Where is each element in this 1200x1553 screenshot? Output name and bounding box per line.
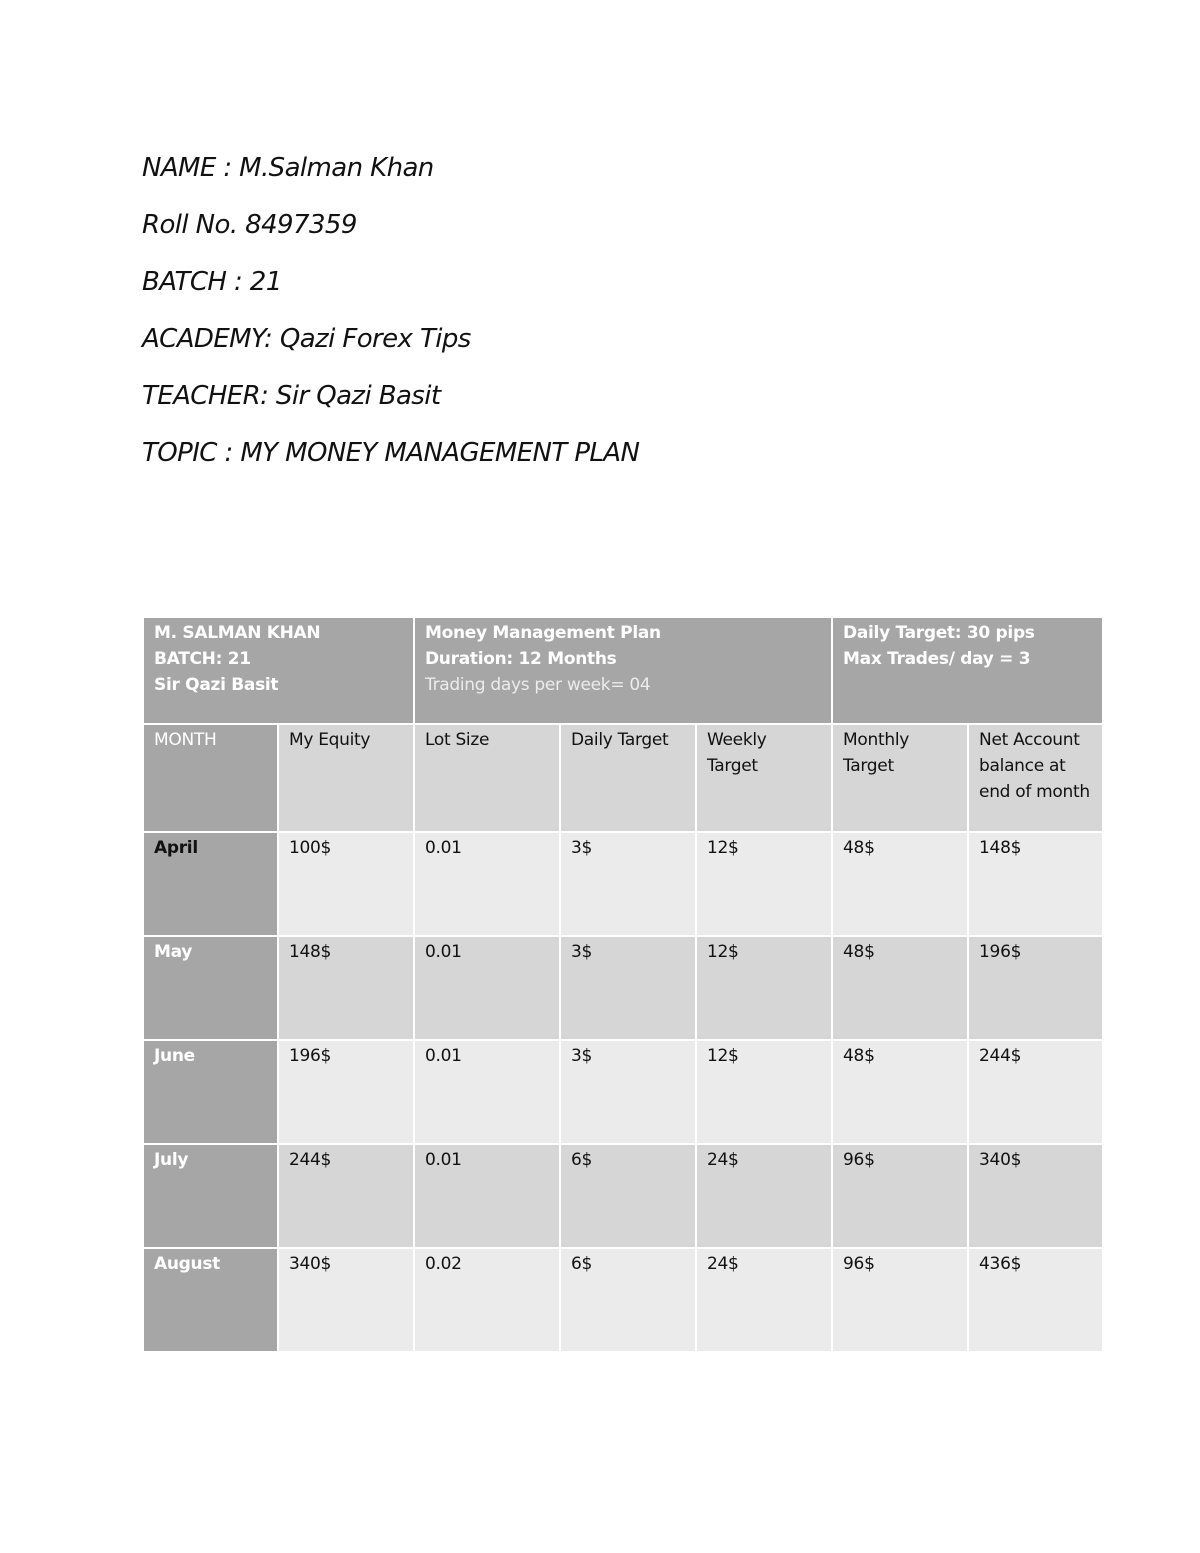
table-cell: 48$ xyxy=(832,1040,968,1144)
table-cell: 3$ xyxy=(560,832,696,936)
table-cell: 6$ xyxy=(560,1144,696,1248)
student-summary-cell xyxy=(143,617,414,724)
table-cell: 48$ xyxy=(832,936,968,1040)
column-header: My Equity xyxy=(278,724,414,832)
roll-number: Roll No. 8497359 xyxy=(142,210,357,240)
column-header: MONTH xyxy=(143,724,278,832)
column-header-row xyxy=(143,724,1103,832)
topic: TOPIC : MY MONEY MANAGEMENT PLAN xyxy=(142,438,640,468)
plan-duration: Duration: 12 Months xyxy=(425,649,617,669)
month-cell: August xyxy=(143,1248,278,1352)
table-cell: 436$ xyxy=(968,1248,1103,1352)
table-cell: 24$ xyxy=(696,1144,832,1248)
table-cell: 340$ xyxy=(968,1144,1103,1248)
column-header: Monthly Target xyxy=(832,724,968,832)
batch: BATCH : 21 xyxy=(142,267,282,297)
table-cell: 0.01 xyxy=(414,936,560,1040)
table-row xyxy=(143,1248,1103,1352)
table-cell: 3$ xyxy=(560,1040,696,1144)
table-cell: 3$ xyxy=(560,936,696,1040)
academy: ACADEMY: Qazi Forex Tips xyxy=(142,324,471,354)
table-cell: 340$ xyxy=(278,1248,414,1352)
plan-title: Money Management Plan xyxy=(425,623,661,643)
column-header: Weekly Target xyxy=(696,724,832,832)
table-cell: 244$ xyxy=(968,1040,1103,1144)
column-header: Lot Size xyxy=(414,724,560,832)
teacher: TEACHER: Sir Qazi Basit xyxy=(142,381,441,411)
table-row xyxy=(143,936,1103,1040)
column-header: Net Account balance at end of month xyxy=(968,724,1103,832)
money-management-table xyxy=(142,616,1104,1353)
plan-summary-cell xyxy=(414,617,832,724)
table-cell: 96$ xyxy=(832,1248,968,1352)
table-title-row xyxy=(143,617,1103,724)
month-cell: June xyxy=(143,1040,278,1144)
student-info-block xyxy=(142,140,639,482)
table-cell: 48$ xyxy=(832,832,968,936)
table-cell: 0.01 xyxy=(414,832,560,936)
table-row xyxy=(143,1144,1103,1248)
max-trades-per-day: Max Trades/ day = 3 xyxy=(843,649,1031,669)
month-cell: May xyxy=(143,936,278,1040)
summary-name: M. SALMAN KHAN xyxy=(154,623,321,643)
table-cell: 0.01 xyxy=(414,1144,560,1248)
table-cell: 148$ xyxy=(968,832,1103,936)
table-cell: 244$ xyxy=(278,1144,414,1248)
table-cell: 12$ xyxy=(696,1040,832,1144)
table-cell: 196$ xyxy=(968,936,1103,1040)
table-cell: 96$ xyxy=(832,1144,968,1248)
table-row xyxy=(143,832,1103,936)
table-cell: 196$ xyxy=(278,1040,414,1144)
daily-target-pips: Daily Target: 30 pips xyxy=(843,623,1035,643)
summary-batch: BATCH: 21 xyxy=(154,649,251,669)
table-cell: 12$ xyxy=(696,832,832,936)
month-cell: April xyxy=(143,832,278,936)
table-cell: 24$ xyxy=(696,1248,832,1352)
table-cell: 6$ xyxy=(560,1248,696,1352)
table-cell: 100$ xyxy=(278,832,414,936)
table-row xyxy=(143,1040,1103,1144)
table-cell: 0.02 xyxy=(414,1248,560,1352)
month-cell: July xyxy=(143,1144,278,1248)
summary-teacher: Sir Qazi Basit xyxy=(154,675,279,695)
plan-trading-days: Trading days per week= 04 xyxy=(425,675,651,695)
table-cell: 12$ xyxy=(696,936,832,1040)
student-name: NAME : M.Salman Khan xyxy=(142,153,434,183)
table-cell: 148$ xyxy=(278,936,414,1040)
targets-summary-cell xyxy=(832,617,1103,724)
table-cell: 0.01 xyxy=(414,1040,560,1144)
column-header: Daily Target xyxy=(560,724,696,832)
